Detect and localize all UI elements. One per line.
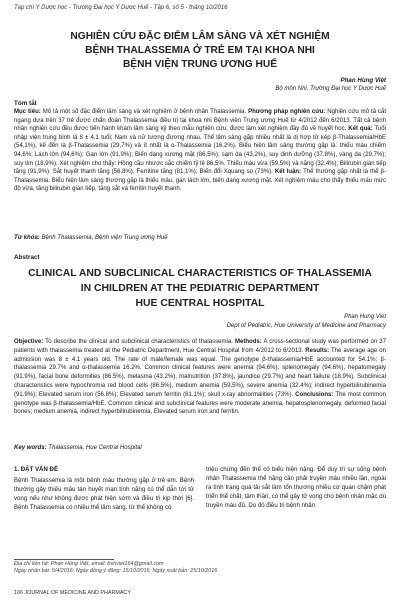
keywords-vn <box>14 235 386 241</box>
conclusion-text-vn: Thể thường gặp nhất là thể β-Thalassemia. Biểu hiện lâm sàng thường gặp là thiếu máu, gan lách lớn, biến dạng xương mặt. Xét nghiệm máu cho thấy thiếu máu mức độ vừa, tăng bilirubin gián tiếp, tăng sắt và ferritin huyết thanh. <box>14 169 386 193</box>
footnote-dates: Ngày nhận bài: 5/4/2016; Ngày đồng ý đăng: 15/10/2016; Ngày xuất bản: 25/10/2016 <box>14 568 218 574</box>
section-heading: 1. ĐẶT VẤN ĐỀ <box>14 466 59 473</box>
conclusion-label-vn: Kết luận: <box>274 169 302 176</box>
results-label-en: Results: <box>305 347 330 354</box>
page-footer: 106 JOURNAL OF MEDICINE AND PHARMACY <box>14 590 131 596</box>
abstract-en <box>14 338 386 417</box>
keywords-text-vn: Bệnh Thalassemia, Bệnh viện Trung ương Huế <box>39 235 168 241</box>
method-label-vn: Phương pháp nghiên cứu: <box>248 109 326 115</box>
objective-label-vn: Mục tiêu: <box>14 109 41 115</box>
affiliation-en: Dept of Pediatric, Hue University of Medicine and Pharmacy <box>226 323 386 329</box>
body-text-left: Bệnh Thalassemia là một bệnh máu thường gặp ở trẻ em. Bệnh thường gây thiếu máu tán huyết mạn tính nặng có thể dẫn tới tử vong nếu như không được phát hiện sớm và điều trị kịp thời [6]. Bệnh Thalassemia có nhiều thể lâm sàng, từ thể không có <box>14 476 194 511</box>
keywords-label-en: Key words: <box>14 445 47 451</box>
results-text-en: The average age on admission was 8 ± 4.1 years old. The rate of male/female was equal. The genotype β-thalassemia/HbE accounted for 54.1%; β-thalassemia 29.7% and α-thalassemia 16.2%. Common clinical features were anemia (94.6%), splenomegaly (94.6%), hepatomegaly (91.9%), facial bone deformities (86.5%), melasma (43.2%), malnutrition (37.8%), jaundice (29.7%) and heart failure (18.9%). Subclinical characteristics were hypochromia red blood cells (86.5%), medium anemia (59.5%), severe anemia (32.4%); indirect hyperbilirubinemia (91.9%); Elevated serum iron (56.8%); Elevated serum ferritin (81.1%); skull x-ray abnormalities (73%). <box>14 347 386 398</box>
body-text-right: triệu chứng đến thể có biểu hiện nặng. Để duy trì sự sống bệnh nhân Thalassemia thể nặng cần phải truyền máu nhiều lần, ngoài ra tình trạng quá tải sắt làm tổn thương nhiều cơ quan chậm phát triển thể chất, tâm thần, có thể gây tử vong cho bệnh nhân mặc dù truyền máu đủ. Do đó điều trị bệnh nhân <box>206 466 386 509</box>
methods-text-en: A cross-sectional study was performed on 37 patients with thalassemia treated at the Pediatric Department, Hue Central Hospital from 4/2012 to 6/2013. <box>14 339 386 354</box>
conclusions-label-en: Conclusions: <box>295 391 334 398</box>
title-en-line-3: HUE CENTRAL HOSPITAL <box>135 298 265 309</box>
title-vn-line-1: NGHIÊN CỨU ĐẶC ĐIỂM LÂM SÀNG VÀ XÉT NGHIỆM <box>70 31 330 42</box>
title-english <box>0 266 400 311</box>
footnote-contact: Địa chỉ liên hệ: Phan Hùng Việt, email: bshviet164@gmail.com <box>14 561 164 567</box>
footnote <box>14 561 217 575</box>
abstract-vn <box>14 108 386 194</box>
abstract-heading-vn: Tóm tắt <box>14 100 37 107</box>
methods-label-en: Methods: <box>234 339 262 345</box>
title-vn-line-2: BỆNH THALASSEMIA Ở TRẺ EM TẠI KHOA NHI <box>85 45 315 56</box>
method-text-vn: Nghiên cứu mô tả cắt ngang dựa trên 37 trẻ được chẩn đoán Thalassemia điều trị tại khoa nhi Bệnh viện Trung ương Huế từ 4/2012 đến 6/2013. Tất cả bệnh nhân nghiên cứu đều được tiến hành khám lâm sàng kỹ theo mẫu nghiên cứu, được làm xét nghiệm đầy đủ về huyết học. <box>14 109 386 133</box>
body-column-right <box>206 466 386 511</box>
affiliation-vn: Bộ môn Nhi, Trường Đại học Y Dược Huế <box>275 86 386 92</box>
title-en-line-1: CLINICAL AND SUBCLINICAL CHARACTERISTICS OF THALASSEMIA <box>28 268 372 279</box>
objective-label-en: Objective: <box>14 339 44 345</box>
objective-text-vn: Mô tả một số đặc điểm lâm sàng và xét nghiệm ở bệnh nhân Thalassemia. <box>40 109 249 115</box>
author-en: Phan Hung Viet <box>344 314 386 320</box>
title-vietnamese <box>0 30 400 72</box>
abstract-heading-en: Abstract <box>14 254 40 261</box>
title-vn-line-3: BỆNH VIỆN TRUNG ƯƠNG HUẾ <box>122 59 278 70</box>
keywords-text-en: Thalassemia, Hue Central Hospital <box>46 445 142 451</box>
keywords-en <box>14 445 386 451</box>
footnote-divider <box>14 559 114 560</box>
running-head: Tạp chí Y Dược học - Trường Đại học Y Dược Huế - Tập 6, số 5 - tháng 10/2016 <box>14 5 228 11</box>
results-label-vn: Kết quả: <box>348 126 373 133</box>
conclusions-text-en: The most common genotype was β-thalassemia/HbE. Common clinical and subclinical features were moderate anemia, hepatosplenomegaly, deformed facial bones; medium anemia, indirect hyperbilirubinemia, Elevated serum iron and ferritin. <box>14 391 386 416</box>
title-en-line-2: IN CHILDREN AT THE PEDIATRIC DEPARTMENT <box>80 283 320 294</box>
results-text-vn: Tuổi nhập viện trung bình là 8 ± 4,1 tuổi; Nam và nữ tương đương nhau. Thể lâm sàng gặp nhiều nhất là dị hợp tử kép β-Thalassemia/HbE (54,1%), kế đến là β-Thalassemia (29,7%) và ít nhất là α-Thalassemia (16,2%). Biểu hiện lâm sàng thường gặp là: thiếu máu chiếm 94,6%; Lách lớn (94,6%); Gan lớn (91,9%); Biến dạng xương mặt (86,5%); sạm da (43,2%), suy dinh dưỡng (37,8%), vàng da (29,7%); suy tim (18,9%). Xét nghiệm cho thấy: Hồng cầu nhược sắc chiếm tỷ lệ 86,5%. Thiếu máu vừa (59,5%) và nặng (32,4%); Bilirubin gián tiếp tăng (91,9%). Sắt huyết thanh tăng (56,8%). Ferritine tăng (81,1%); Biến đổi Xquang sọ (73%). <box>14 126 386 176</box>
body-column-left <box>14 466 194 513</box>
author-vn: Phan Hùng Việt <box>340 77 386 84</box>
keywords-label-vn: Từ khóa: <box>14 235 40 241</box>
objective-text-en: To describe the clinical and subclinical characteristics of thalassemia. <box>43 339 235 345</box>
